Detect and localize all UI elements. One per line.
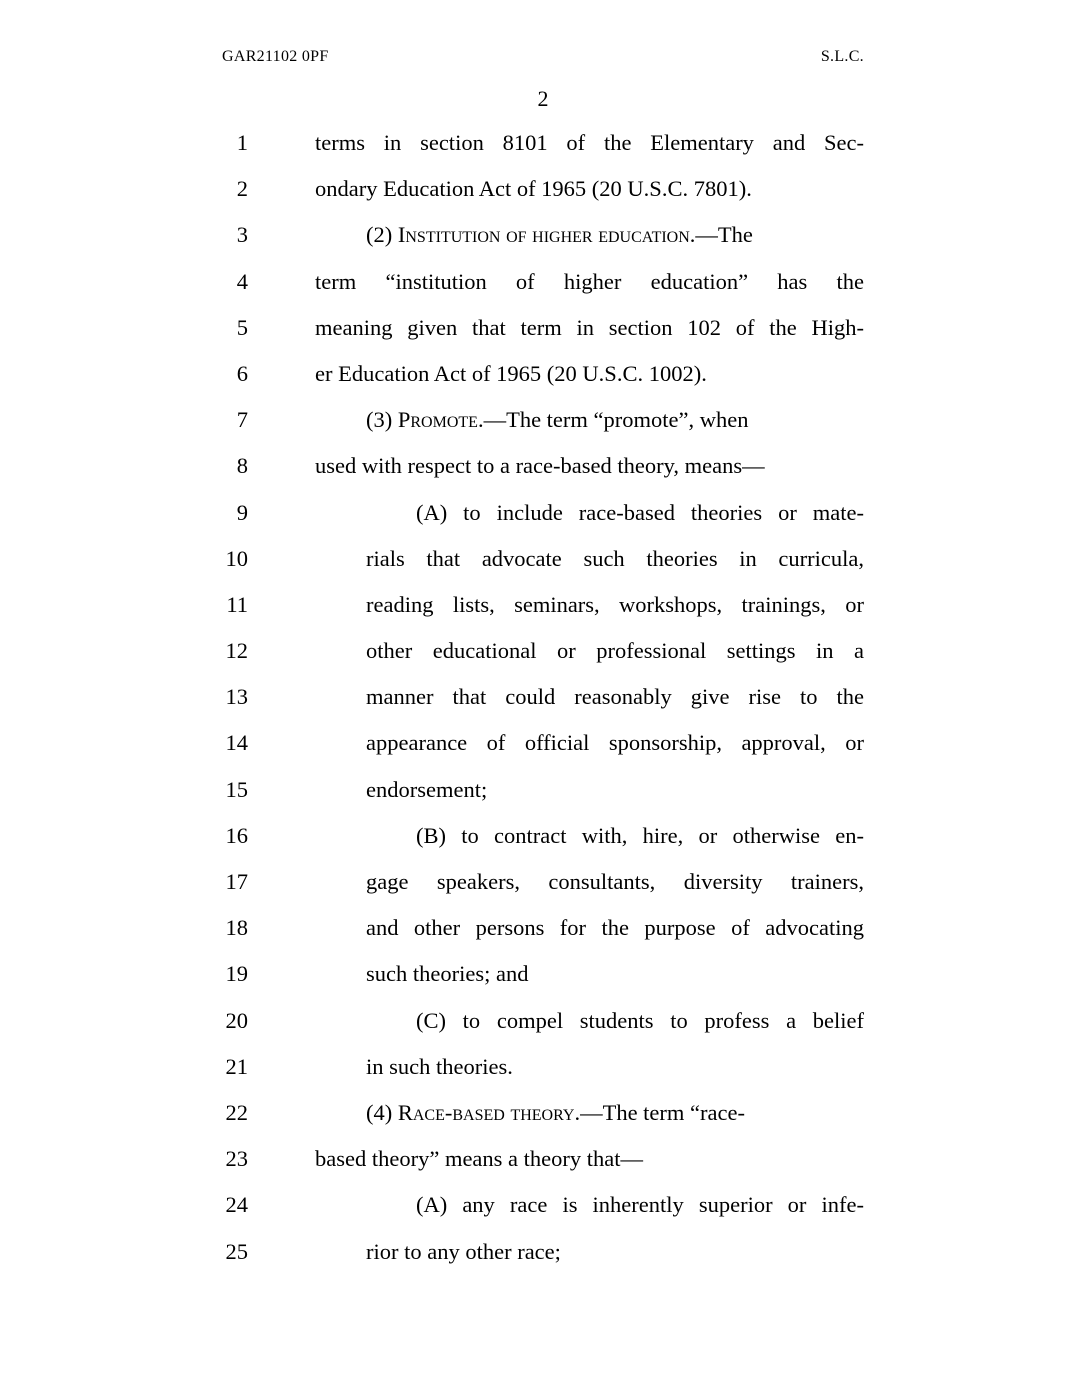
line-number: 6 (236, 360, 248, 386)
bill-line-14 (0, 720, 1086, 766)
line-number: 5 (236, 314, 248, 340)
line-number: 9 (236, 499, 248, 525)
defined-term-heading: Promote (397, 407, 478, 433)
line-number: 22 (225, 1099, 248, 1125)
page-number: 2 (537, 86, 549, 111)
bill-line-5 (0, 305, 1086, 351)
line-number: 14 (225, 730, 248, 756)
document-id: GAR21102 0PF (222, 48, 329, 65)
paragraph-number: (4) (366, 1099, 398, 1125)
bill-line-19 (0, 951, 1086, 997)
bill-line-9 (0, 490, 1086, 536)
line-text: and other persons for the purpose of advocating (366, 915, 864, 941)
line-text: (B) to contract with, hire, or otherwise en- (416, 822, 864, 848)
line-text: reading lists, seminars, workshops, trainings, or (366, 591, 864, 617)
bill-line-6 (0, 351, 1086, 397)
bill-line-20 (0, 998, 1086, 1044)
line-text: terms in section 8101 of the Elementary and Sec- (315, 130, 864, 155)
line-text: other educational or professional settings in a (366, 638, 864, 664)
line-text (366, 397, 864, 443)
line-text (366, 212, 864, 258)
line-number: 2 (236, 176, 248, 202)
line-text: ondary Education Act of 1965 (20 U.S.C. 7801). (315, 176, 752, 202)
line-text: used with respect to a race-based theory, means— (315, 453, 765, 479)
bill-line-7 (0, 397, 1086, 443)
bill-text-body (0, 120, 1086, 1275)
bill-line-18 (0, 905, 1086, 951)
line-text: appearance of official sponsorship, approval, or (366, 730, 864, 756)
line-number: 7 (236, 407, 248, 433)
line-text (366, 1090, 864, 1136)
line-text: endorsement; (366, 776, 488, 802)
line-text: based theory” means a theory that— (315, 1146, 644, 1172)
line-text: (A) to include race-based theories or mate- (416, 499, 864, 525)
paragraph-number: (2) (366, 222, 398, 248)
line-number: 10 (225, 545, 248, 571)
bill-line-4 (0, 259, 1086, 305)
line-text: such theories; and (366, 961, 529, 987)
line-number: 15 (225, 776, 248, 802)
bill-line-12 (0, 628, 1086, 674)
bill-line-3 (0, 212, 1086, 258)
line-number: 17 (225, 869, 248, 894)
bill-line-1 (0, 120, 1086, 166)
line-number: 16 (225, 822, 248, 848)
line-text-rest: .—The term “race- (574, 1099, 745, 1125)
line-number: 8 (236, 453, 248, 479)
bill-line-22 (0, 1090, 1086, 1136)
bill-line-2 (0, 166, 1086, 212)
office-code: S.L.C. (820, 48, 864, 65)
line-text: rials that advocate such theories in curricula, (366, 545, 864, 571)
line-text-rest: .—The term “promote”, when (477, 407, 749, 433)
line-number: 24 (225, 1192, 248, 1218)
bill-line-16 (0, 813, 1086, 859)
line-text: in such theories. (366, 1053, 513, 1079)
bill-line-24 (0, 1182, 1086, 1228)
line-text: gage speakers, consultants, diversity trainers, (366, 869, 864, 894)
bill-line-17 (0, 859, 1086, 905)
line-number: 4 (236, 268, 248, 294)
line-number: 11 (226, 591, 248, 617)
line-text: er Education Act of 1965 (20 U.S.C. 1002). (315, 360, 707, 386)
line-text: (C) to compel students to profess a belief (416, 1007, 864, 1033)
line-text: rior to any other race; (366, 1238, 561, 1264)
line-text: meaning given that term in section 102 of the High- (315, 314, 864, 340)
line-text: (A) any race is inherently superior or infe- (416, 1192, 864, 1218)
line-number: 25 (225, 1238, 248, 1264)
line-number: 19 (225, 961, 248, 987)
line-text: term “institution of higher education” has the (315, 268, 864, 294)
bill-line-8 (0, 443, 1086, 489)
defined-term-heading: Institution of higher education (397, 222, 690, 248)
line-number: 1 (236, 130, 248, 155)
bill-line-21 (0, 1044, 1086, 1090)
paragraph-number: (3) (366, 407, 398, 433)
bill-line-13 (0, 674, 1086, 720)
line-number: 21 (225, 1053, 248, 1079)
line-number: 18 (225, 915, 248, 941)
defined-term-heading: Race-based theory (397, 1099, 575, 1125)
line-number: 3 (236, 222, 248, 248)
line-text-rest: .—The (689, 222, 753, 248)
bill-line-15 (0, 767, 1086, 813)
line-number: 12 (225, 638, 248, 664)
line-text: manner that could reasonably give rise to the (366, 684, 864, 710)
bill-line-25 (0, 1229, 1086, 1275)
bill-line-23 (0, 1136, 1086, 1182)
bill-line-11 (0, 582, 1086, 628)
line-number: 13 (225, 684, 248, 710)
bill-line-10 (0, 536, 1086, 582)
line-number: 20 (225, 1007, 248, 1033)
line-number: 23 (225, 1146, 248, 1172)
